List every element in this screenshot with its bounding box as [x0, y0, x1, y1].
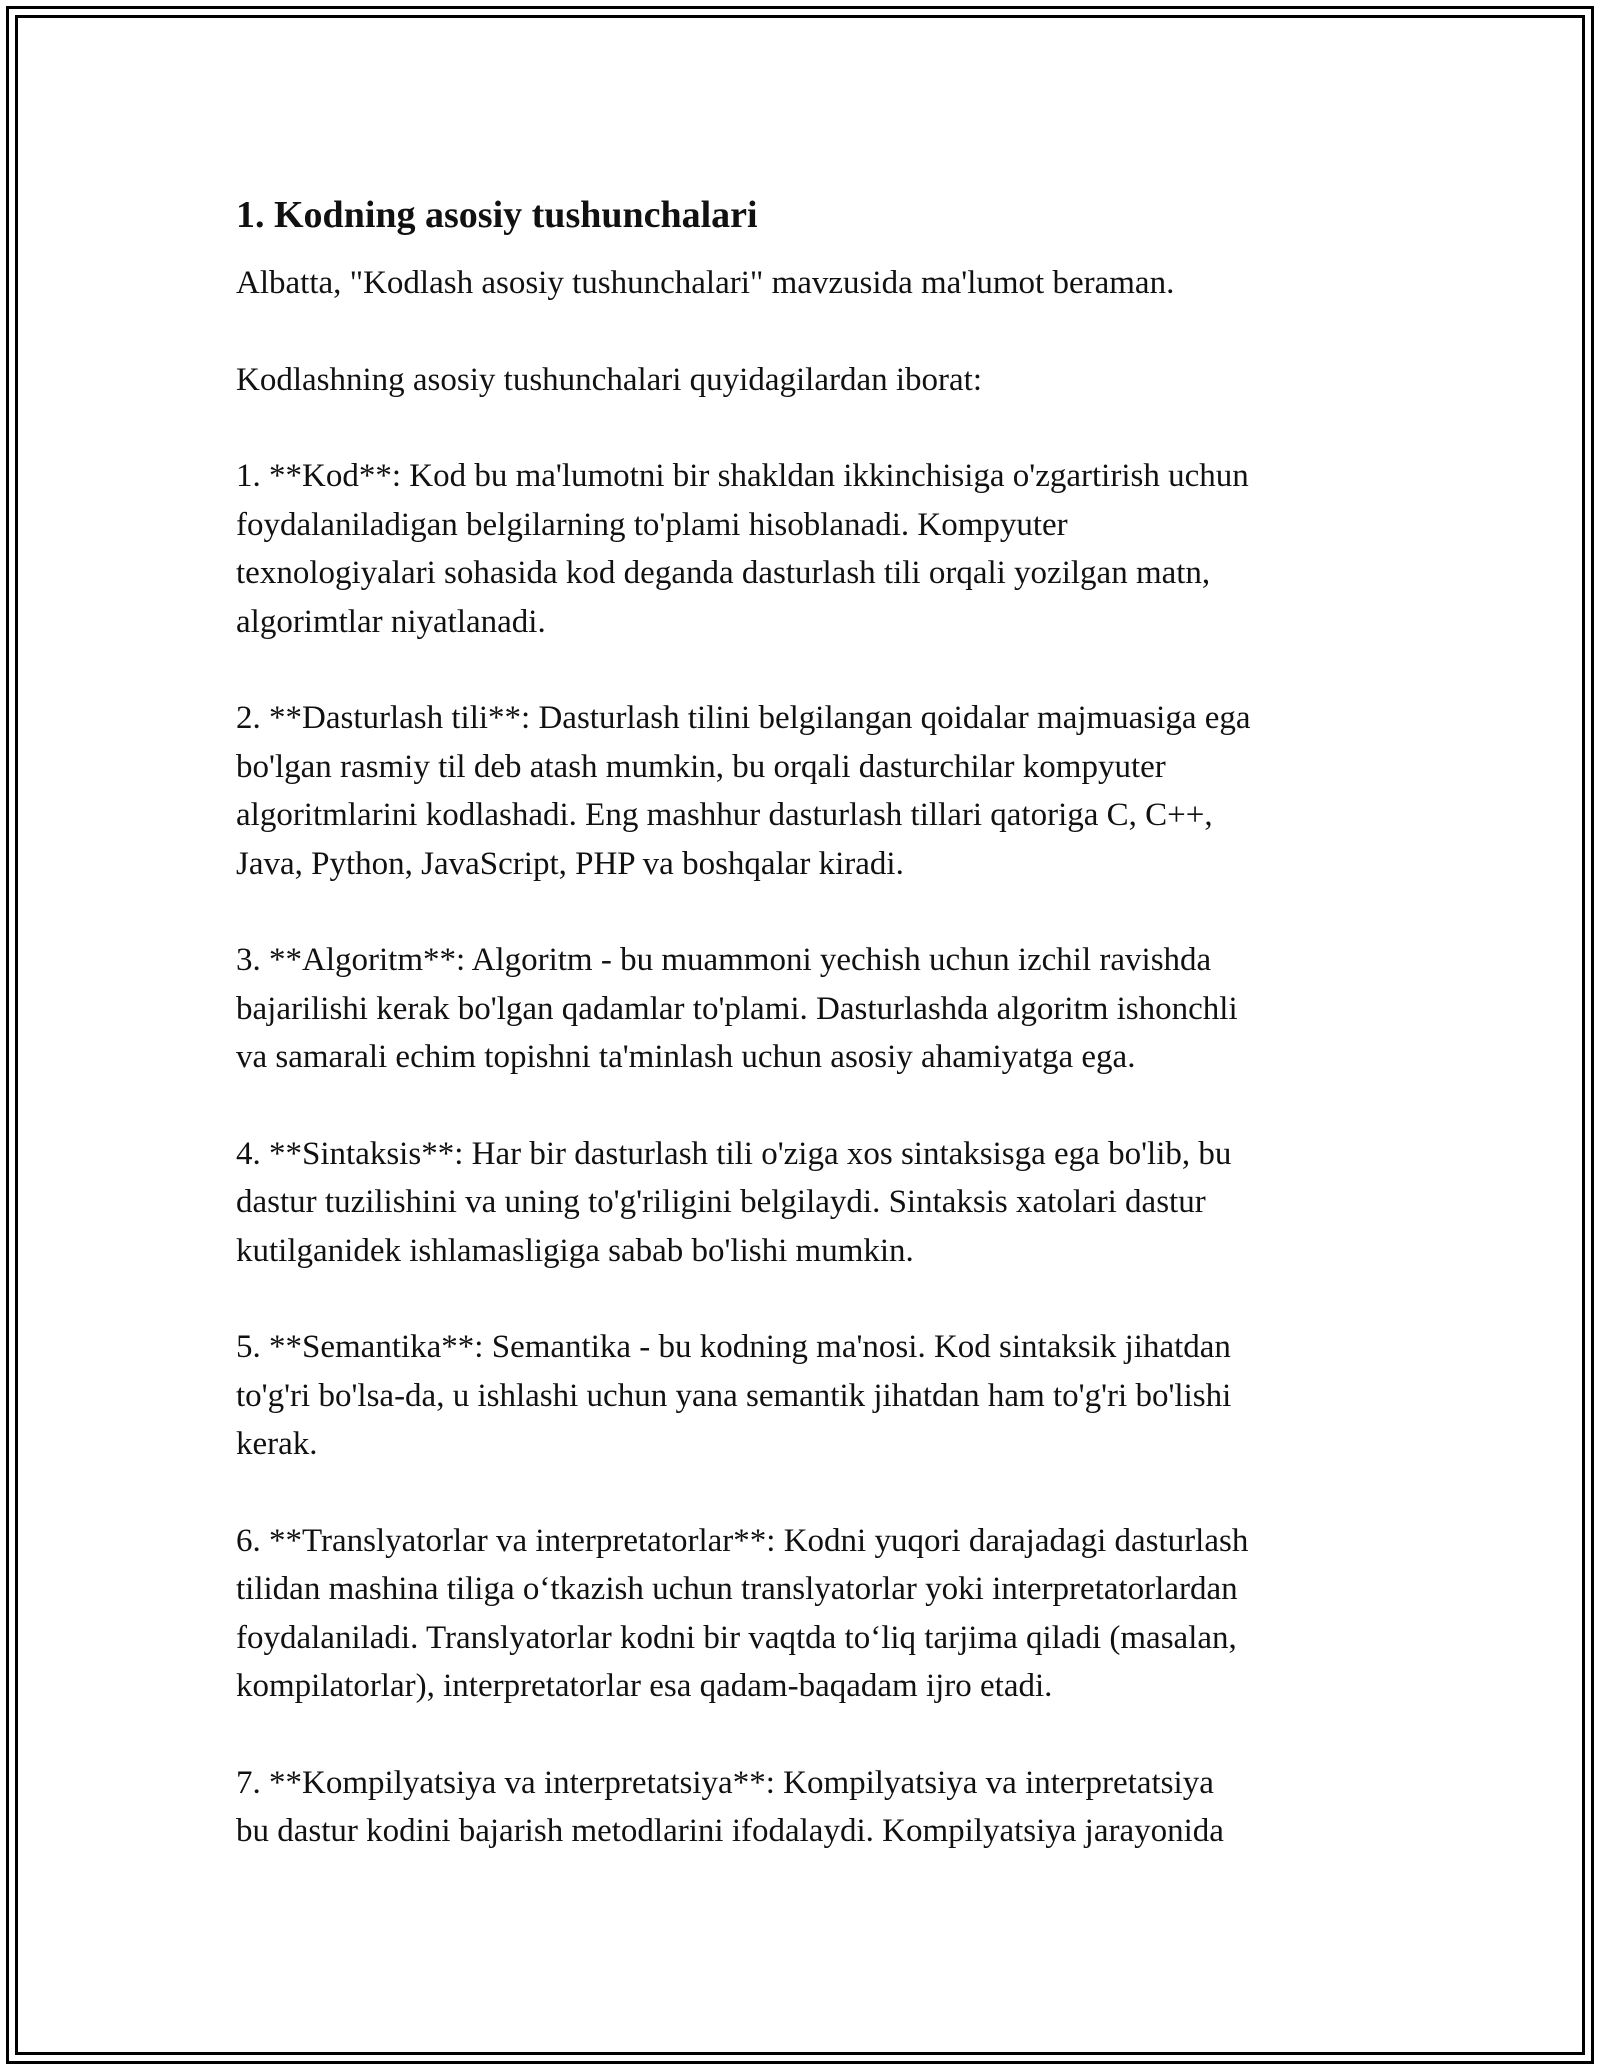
- list-item-sintaksis: 4. **Sintaksis**: Har bir dasturlash tili o'ziga xos sintaksisga ega bo'lib, bu dastur tuzilishini va uning to'g'riligini belgilaydi. Sintaksis xatolari dastur kutilganidek ishlamasligiga sabab bo'lishi mumkin.: [236, 1135, 1232, 1269]
- list-item-kod: 1. **Kod**: Kod bu ma'lumotni bir shakldan ikkinchisiga o'zgartirish uchun foydalaniladigan belgilarning to'plami hisoblanadi. Kompyuter texnologiyalari sohasida kod deganda dasturlash tili orqali yozilgan matn, algorimtlar niyatlanadi.: [236, 458, 1249, 640]
- list-item-semantika: 5. **Semantika**: Semantika - bu kodning ma'nosi. Kod sintaksik jihatdan to'g'ri bo'lsa-da, u ishlashi uchun yana semantik jihatdan ham to'g'ri bo'lishi kerak.: [236, 1329, 1232, 1462]
- list-item-dasturlash-tili: 2. **Dasturlash tili**: Dasturlash tilini belgilangan qoidalar majmuasiga ega bo'lgan rasmiy til deb atash mumkin, bu orqali dasturchilar kompyuter algoritmlarini kodlashadi. Eng mashhur dasturlash tillari qatoriga C, C++, Java, Python, JavaScript, PHP va boshqalar kiradi.: [236, 700, 1251, 882]
- list-intro-paragraph: Kodlashning asosiy tushunchalari quyidagilardan iborat:: [236, 361, 983, 398]
- list-item-kompilyatsiya: 7. **Kompilyatsiya va interpretatsiya**: Kompilyatsiya va interpretatsiya bu dastur kodini bajarish metodlarini ifodalaydi. Kompilyatsiya jarayonida: [236, 1764, 1224, 1849]
- intro-paragraph: Albatta, "Kodlash asosiy tushunchalari" mavzusida ma'lumot beraman.: [236, 265, 1175, 301]
- list-item-translyatorlar: 6. **Translyatorlar va interpretatorlar**: Kodni yuqori darajadagi dasturlash tilidan mashina tiliga o‘tkazish uchun translyatorlar yoki interpretatorlardan foydalaniladi. Translyatorlar kodni bir vaqtda to‘liq tarjima qiladi (masalan, kompilatorlar), interpretatorlar esa qadam-baqadam ijro etadi.: [236, 1522, 1249, 1704]
- document-body: [236, 184, 1366, 1856]
- section-heading: 1. Kodning asosiy tushunchalari: [236, 194, 758, 236]
- list-item-algoritm: 3. **Algoritm**: Algoritm - bu muammoni yechish uchun izchil ravishda bajarilishi kerak bo'lgan qadamlar to'plami. Dasturlashda algoritm ishonchli va samarali echim topishni ta'minlash uchun asosiy ahamiyatga ega.: [236, 942, 1238, 1075]
